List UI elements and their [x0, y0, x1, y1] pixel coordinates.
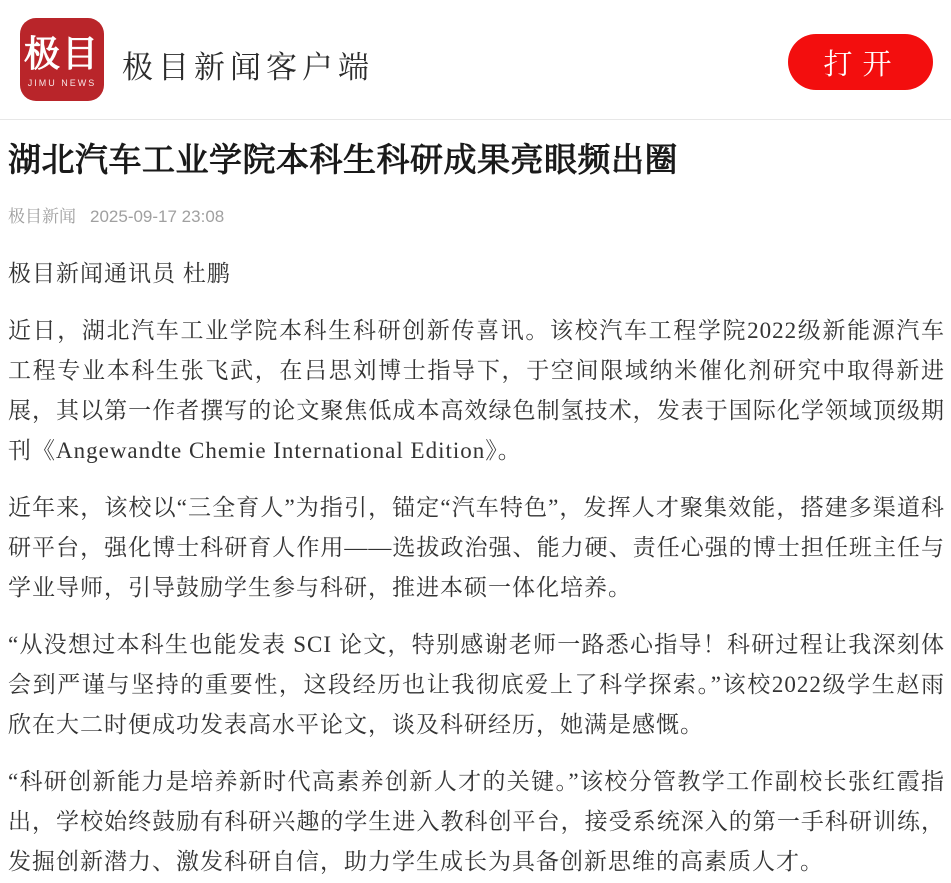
open-app-button[interactable]: 打开 — [788, 34, 933, 90]
paragraph-student-quote: “从没想过本科生也能发表 SCI 论文，特别感谢老师一路悉心指导！科研过程让我深刻体会到严谨与坚持的重要性，这段经历也让我彻底爱上了科学探索。”该校2022级学生赵雨欣在大二时便成功发表高水平论文，谈及科研经历，她满是感慨。 — [8, 632, 945, 737]
logo-wordmark-en: JIMU NEWS — [27, 77, 97, 88]
app-banner — [0, 0, 951, 120]
article-content — [0, 141, 951, 882]
jimu-news-logo — [20, 18, 104, 101]
article-byline — [8, 202, 945, 227]
article-body — [8, 254, 945, 882]
article-title: 湖北汽车工业学院本科生科研成果亮眼频出圈 — [8, 143, 678, 179]
source-name: 极目新闻 — [8, 207, 76, 226]
logo-wordmark-cn: 极目 — [23, 33, 100, 74]
paragraph-news-lead: 近日，湖北汽车工业学院本科生科研创新传喜讯。该校汽车工程学院2022级新能源汽车工程专业本科生张飞武，在吕思刘博士指导下，于空间限域纳米催化剂研究中取得新进展，其以第一作者撰写的论文聚焦低成本高效绿色制氢技术，发表于国际化学领域顶级期刊《Angewandte Chemie International Edition》。 — [8, 318, 945, 463]
paragraph-vice-president-quote: “科研创新能力是培养新时代高素养创新人才的关键。”该校分管教学工作副校长张红霞指出，学校始终鼓励有科研兴趣的学生进入教科创平台，接受系统深入的第一手科研训练，发掘创新潜力、激发科研自信，助力学生成长为具备创新思维的高素质人才。 — [8, 769, 945, 874]
paragraph-correspondent: 极目新闻通讯员 杜鹏 — [8, 261, 231, 286]
publish-datetime: 2025-09-17 23:08 — [90, 207, 225, 226]
app-title: 极目新闻客户端 — [122, 50, 374, 85]
paragraph-school-measures: 近年来，该校以“三全育人”为指引，锚定“汽车特色”，发挥人才聚集效能，搭建多渠道科研平台，强化博士科研育人作用——选拔政治强、能力硬、责任心强的博士担任班主任与学业导师，引导鼓励学生参与科研，推进本硕一体化培养。 — [8, 495, 945, 600]
